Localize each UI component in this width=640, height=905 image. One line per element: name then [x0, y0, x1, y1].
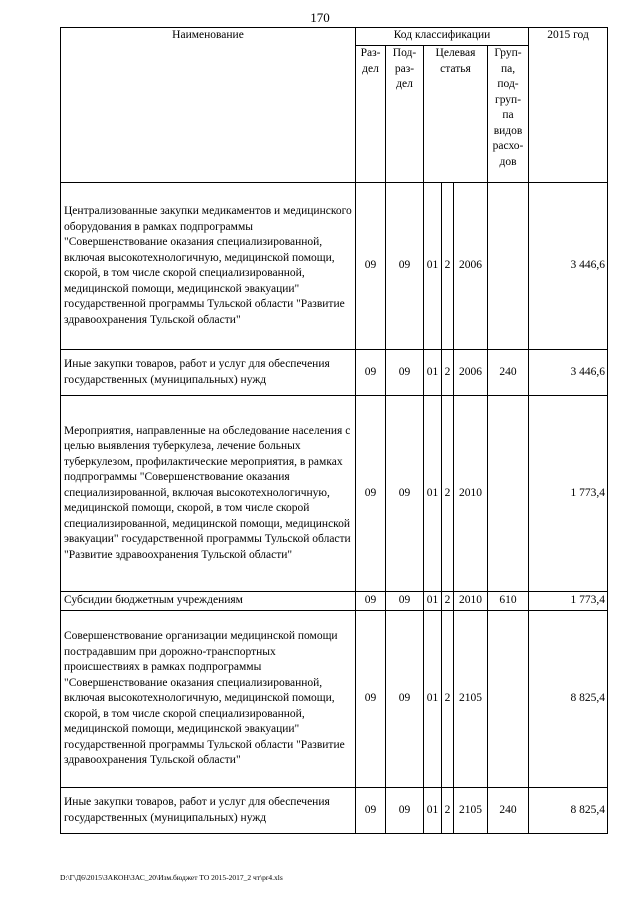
row-podrazdel: 09: [386, 350, 424, 396]
row-expense-type: 610: [488, 592, 529, 611]
table-row: [61, 611, 608, 788]
row-amount: 8 825,4: [529, 788, 608, 834]
row-podrazdel: 09: [386, 183, 424, 350]
row-target-part1: 01: [424, 350, 442, 396]
header-razdel: Раз- дел: [356, 46, 386, 183]
row-razdel: 09: [356, 396, 386, 592]
row-target-part2: 2: [442, 183, 454, 350]
table-row: [61, 396, 608, 592]
row-name: Централизованные закупки медикаментов и медицинского оборудования в рамках подпрограммы "Совершенствование оказания специализированной, включая высокотехнологичную, медицинской помощи, скорой, в том числе скорой специализированной, медицинской помощи, медицинской эвакуации" государственной программы Тульской области "Развитие здравоохранения Тульской области": [61, 183, 356, 350]
table-row: [61, 788, 608, 834]
row-razdel: 09: [356, 611, 386, 788]
row-target-part3: 2105: [454, 788, 488, 834]
row-expense-type: 240: [488, 350, 529, 396]
header-gruppa: Груп- па, под- груп- па видов расхо- дов: [488, 46, 529, 183]
row-target-part1: 01: [424, 788, 442, 834]
header-tselevaya: Целевая статья: [424, 46, 488, 183]
row-target-part1: 01: [424, 396, 442, 592]
row-name: Субсидии бюджетным учреждениям: [61, 592, 356, 611]
header-podrazdel: Под- раз- дел: [386, 46, 424, 183]
row-target-part1: 01: [424, 592, 442, 611]
row-razdel: 09: [356, 350, 386, 396]
row-target-part3: 2010: [454, 592, 488, 611]
row-razdel: 09: [356, 592, 386, 611]
row-target-part1: 01: [424, 183, 442, 350]
row-target-part2: 2: [442, 611, 454, 788]
page-number: 170: [310, 10, 330, 25]
row-name: Мероприятия, направленные на обследование населения с целью выявления туберкулеза, лечение больных туберкулезом, профилактические мероприятия, в рамках подпрограммы "Совершенствование оказания специализированной, включая высокотехнологичную, медицинской помощи, скорой, в том числе скорой специализированной, медицинской помощи, медицинской эвакуации" государственной программы Тульской области "Развитие здравоохранения Тульской области": [61, 396, 356, 592]
row-expense-type: [488, 611, 529, 788]
row-name: Совершенствование организации медицинской помощи пострадавшим при дорожно-транспортных происшествиях в рамках подпрограммы "Совершенствование оказания специализированной, включая высокотехнологичную, медицинской помощи, скорой, в том числе скорой специализированной, медицинской помощи, медицинской эвакуации" государственной программы Тульской области "Развитие здравоохранения Тульской области": [61, 611, 356, 788]
row-amount: 3 446,6: [529, 350, 608, 396]
header-code: Код классификации: [356, 28, 529, 46]
footer-file-path: D:\Г\Д6\2015\ЗАКОН\ЗАС_20\Изм.бюджет ТО 2015-2017_2 чт\pr4.xls: [60, 873, 283, 882]
row-expense-type: 240: [488, 788, 529, 834]
row-amount: 8 825,4: [529, 611, 608, 788]
table-row: [61, 350, 608, 396]
header-year: 2015 год: [529, 28, 608, 183]
table-row: [61, 592, 608, 611]
row-podrazdel: 09: [386, 788, 424, 834]
row-target-part3: 2006: [454, 183, 488, 350]
row-target-part2: 2: [442, 788, 454, 834]
row-target-part2: 2: [442, 396, 454, 592]
row-amount: 1 773,4: [529, 592, 608, 611]
row-target-part1: 01: [424, 611, 442, 788]
row-name: Иные закупки товаров, работ и услуг для обеспечения государственных (муниципальных) нужд: [61, 788, 356, 834]
row-target-part2: 2: [442, 592, 454, 611]
budget-table: [60, 27, 608, 834]
row-expense-type: [488, 396, 529, 592]
row-target-part3: 2006: [454, 350, 488, 396]
row-target-part2: 2: [442, 350, 454, 396]
row-amount: 1 773,4: [529, 396, 608, 592]
row-name: Иные закупки товаров, работ и услуг для обеспечения государственных (муниципальных) нужд: [61, 350, 356, 396]
row-podrazdel: 09: [386, 592, 424, 611]
table-row: [61, 183, 608, 350]
header-name: Наименование: [61, 28, 356, 183]
row-target-part3: 2010: [454, 396, 488, 592]
row-target-part3: 2105: [454, 611, 488, 788]
row-podrazdel: 09: [386, 611, 424, 788]
row-amount: 3 446,6: [529, 183, 608, 350]
row-razdel: 09: [356, 788, 386, 834]
row-expense-type: [488, 183, 529, 350]
row-podrazdel: 09: [386, 396, 424, 592]
row-razdel: 09: [356, 183, 386, 350]
